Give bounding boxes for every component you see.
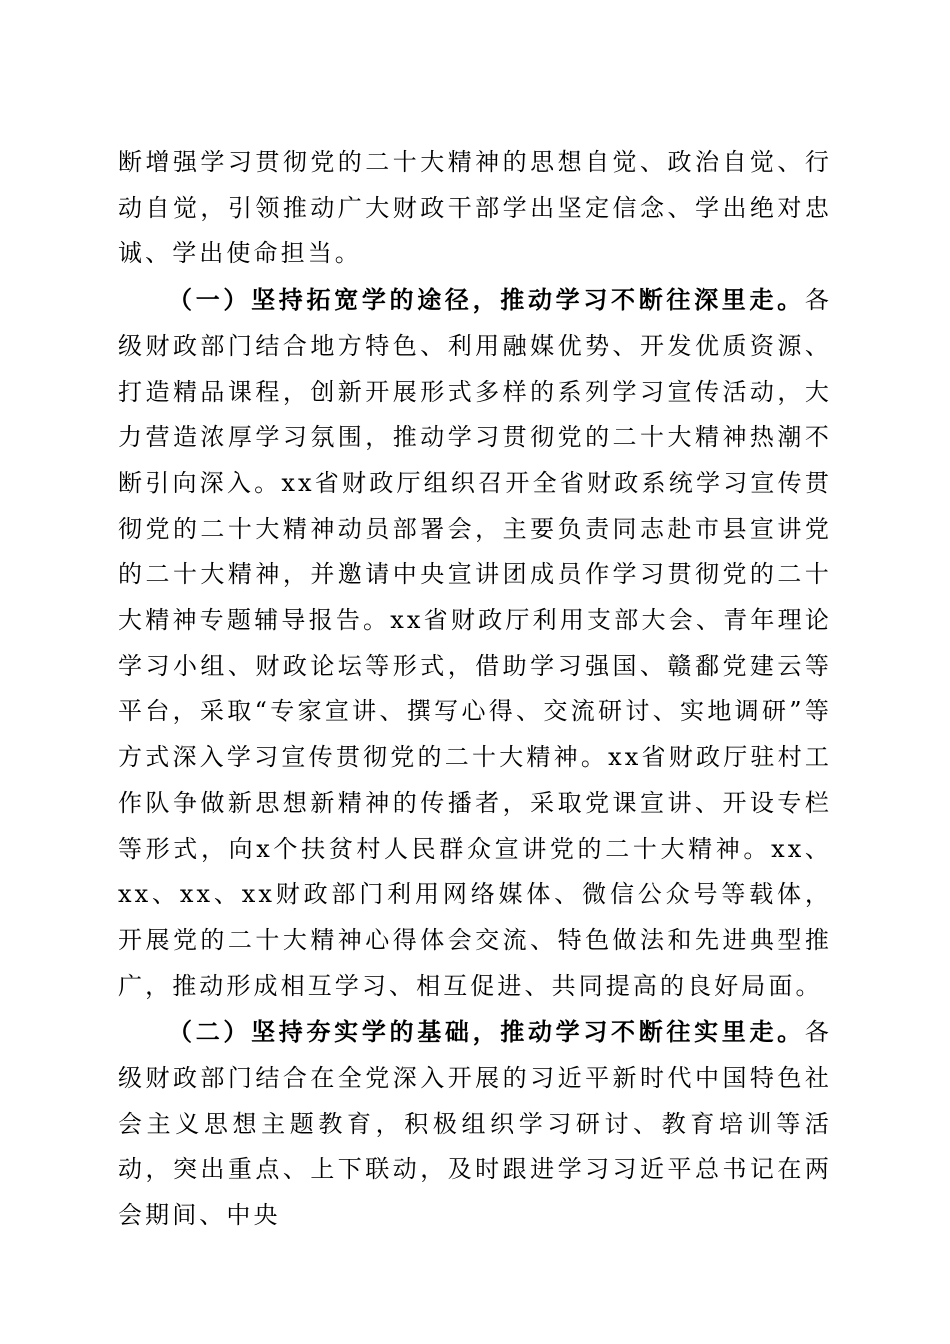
document-page [118, 140, 832, 1239]
section-heading: （一）坚持拓宽学的途径，推动学习不断往深里走。 [168, 285, 805, 315]
paragraph-continuation [118, 140, 832, 277]
paragraph-section-1 [118, 277, 832, 1009]
paragraph-body: 断增强学习贯彻党的二十大精神的思想自觉、政治自觉、行动自觉，引领推动广大财政干部学出坚定信念、学出绝对忠诚、学出使命担当。 [118, 148, 832, 268]
paragraph-section-2 [118, 1009, 832, 1239]
section-heading: （二）坚持夯实学的基础，推动学习不断往实里走。 [168, 1017, 805, 1047]
paragraph-body: 各级财政部门结合在全党深入开展的习近平新时代中国特色社会主义思想主题教育，积极组织学习研讨、教育培训等活动，突出重点、上下联动，及时跟进学习习近平总书记在两会期间、中央 [118, 1018, 832, 1230]
paragraph-body: 各级财政部门结合地方特色、利用融媒优势、开发优质资源、打造精品课程，创新开展形式多样的系列学习宣传活动，大力营造浓厚学习氛围，推动学习贯彻党的二十大精神热潮不断引向深入。xx省财政厅组织召开全省财政系统学习宣传贯彻党的二十大精神动员部署会，主要负责同志赴市县宣讲党的二十大精神，并邀请中央宣讲团成员作学习贯彻党的二十大精神专题辅导报告。xx省财政厅利用支部大会、青年理论学习小组、财政论坛等形式，借助学习强国、赣鄱党建云等平台，采取“专家宣讲、撰写心得、交流研讨、实地调研”等方式深入学习宣传贯彻党的二十大精神。xx省财政厅驻村工作队争做新思想新精神的传播者，采取党课宣讲、开设专栏等形式，向x个扶贫村人民群众宣讲党的二十大精神。xx、xx、xx、xx财政部门利用网络媒体、微信公众号等载体，开展党的二十大精神心得体会交流、特色做法和先进典型推广，推动形成相互学习、相互促进、共同提高的良好局面。 [118, 286, 832, 1000]
